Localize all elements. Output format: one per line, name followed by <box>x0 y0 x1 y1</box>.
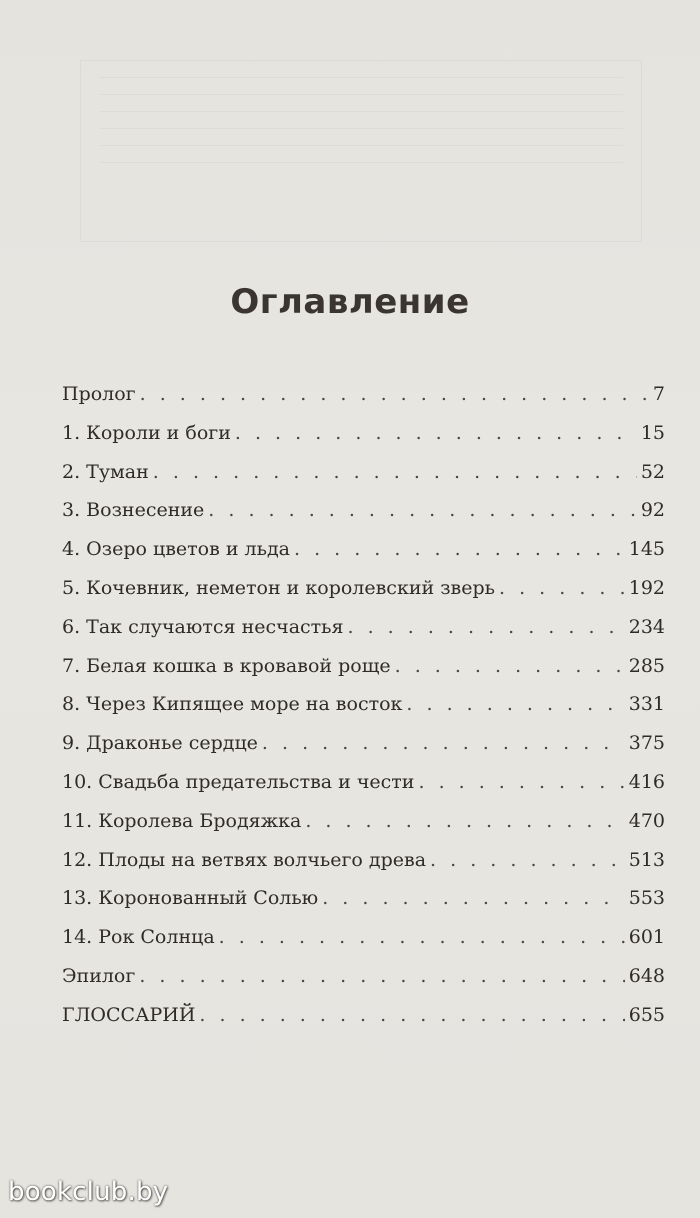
leader-dots <box>199 996 624 1035</box>
toc-entry-title: 9. Драконье сердце <box>62 732 258 755</box>
leader-dots <box>322 879 625 918</box>
toc-entry-page: 655 <box>628 1003 665 1026</box>
toc-entry-title: 13. Коронованный Солью <box>62 887 319 910</box>
toc-row <box>62 879 665 918</box>
show-through-line <box>99 128 623 129</box>
toc-entry-title: Эпилог <box>62 964 136 987</box>
leader-dots <box>395 647 625 686</box>
leader-dots <box>208 491 637 530</box>
toc-entry-title: 2. Туман <box>62 460 149 483</box>
toc-row <box>62 802 665 841</box>
leader-dots <box>140 375 649 414</box>
toc-entry-page: 553 <box>628 887 665 910</box>
page-title: Оглавление <box>230 282 470 322</box>
toc-entry-page: 234 <box>628 615 665 638</box>
table-of-contents <box>62 375 665 1035</box>
leader-dots <box>499 569 625 608</box>
toc-row <box>62 685 665 724</box>
toc-entry-title: 6. Так случаются несчастья <box>62 615 344 638</box>
toc-entry-page: 470 <box>628 809 665 832</box>
toc-entry-title: ГЛОССАРИЙ <box>62 1003 196 1026</box>
toc-row <box>62 841 665 880</box>
toc-entry-title: 5. Кочевник, неметон и королевский зверь <box>62 576 496 599</box>
leader-dots <box>418 763 624 802</box>
show-through-line <box>99 111 623 112</box>
toc-entry-title: 7. Белая кошка в кровавой роще <box>62 654 391 677</box>
toc-row <box>62 763 665 802</box>
toc-entry-page: 192 <box>628 576 665 599</box>
toc-entry-title: Пролог <box>62 383 136 405</box>
toc-row <box>62 608 665 647</box>
leader-dots <box>430 841 625 880</box>
show-through-line <box>99 77 623 78</box>
toc-entry-title: 12. Плоды на ветвях волчьего древа <box>62 848 427 871</box>
toc-entry-page: 285 <box>628 654 665 677</box>
toc-row <box>62 996 665 1035</box>
leader-dots <box>139 957 624 996</box>
toc-row <box>62 724 665 763</box>
toc-entry-page: 331 <box>628 693 665 716</box>
toc-entry-title: 14. Рок Солнца <box>62 926 215 949</box>
leader-dots <box>262 724 625 763</box>
toc-entry-title: 11. Королева Бродяжка <box>62 809 302 832</box>
leader-dots <box>235 414 637 453</box>
toc-entry-title: 8. Через Кипящее море на восток <box>62 693 403 716</box>
show-through-line <box>99 162 623 163</box>
leader-dots <box>305 802 624 841</box>
toc-entry-page: 52 <box>640 460 665 483</box>
toc-row <box>62 957 665 996</box>
toc-entry-page: 15 <box>640 421 665 444</box>
toc-row <box>62 491 665 530</box>
toc-entry-page: 601 <box>628 926 665 949</box>
toc-row <box>62 453 665 492</box>
toc-entry-title: 3. Вознесение <box>62 499 205 522</box>
toc-entry-page: 648 <box>628 964 665 987</box>
toc-row <box>62 647 665 686</box>
toc-entry-page: 145 <box>628 538 665 561</box>
leader-dots <box>219 918 625 957</box>
leader-dots <box>348 608 625 647</box>
toc-row <box>62 375 665 414</box>
leader-dots <box>294 530 625 569</box>
toc-entry-page: 92 <box>640 499 665 522</box>
toc-row <box>62 414 665 453</box>
show-through-line <box>99 145 623 146</box>
toc-entry-title: 1. Короли и боги <box>62 421 231 444</box>
watermark: bookclub.by <box>8 1177 169 1207</box>
toc-entry-page: 7 <box>652 383 665 405</box>
show-through-text <box>80 60 642 242</box>
leader-dots <box>153 453 637 492</box>
toc-entry-page: 416 <box>628 770 665 793</box>
toc-entry-title: 4. Озеро цветов и льда <box>62 538 290 561</box>
toc-entry-page: 513 <box>628 848 665 871</box>
toc-row <box>62 530 665 569</box>
toc-row <box>62 918 665 957</box>
leader-dots <box>406 685 624 724</box>
toc-entry-page: 375 <box>628 732 665 755</box>
toc-entry-title: 10. Свадьба предательства и чести <box>62 770 415 793</box>
show-through-line <box>99 94 623 95</box>
toc-row <box>62 569 665 608</box>
